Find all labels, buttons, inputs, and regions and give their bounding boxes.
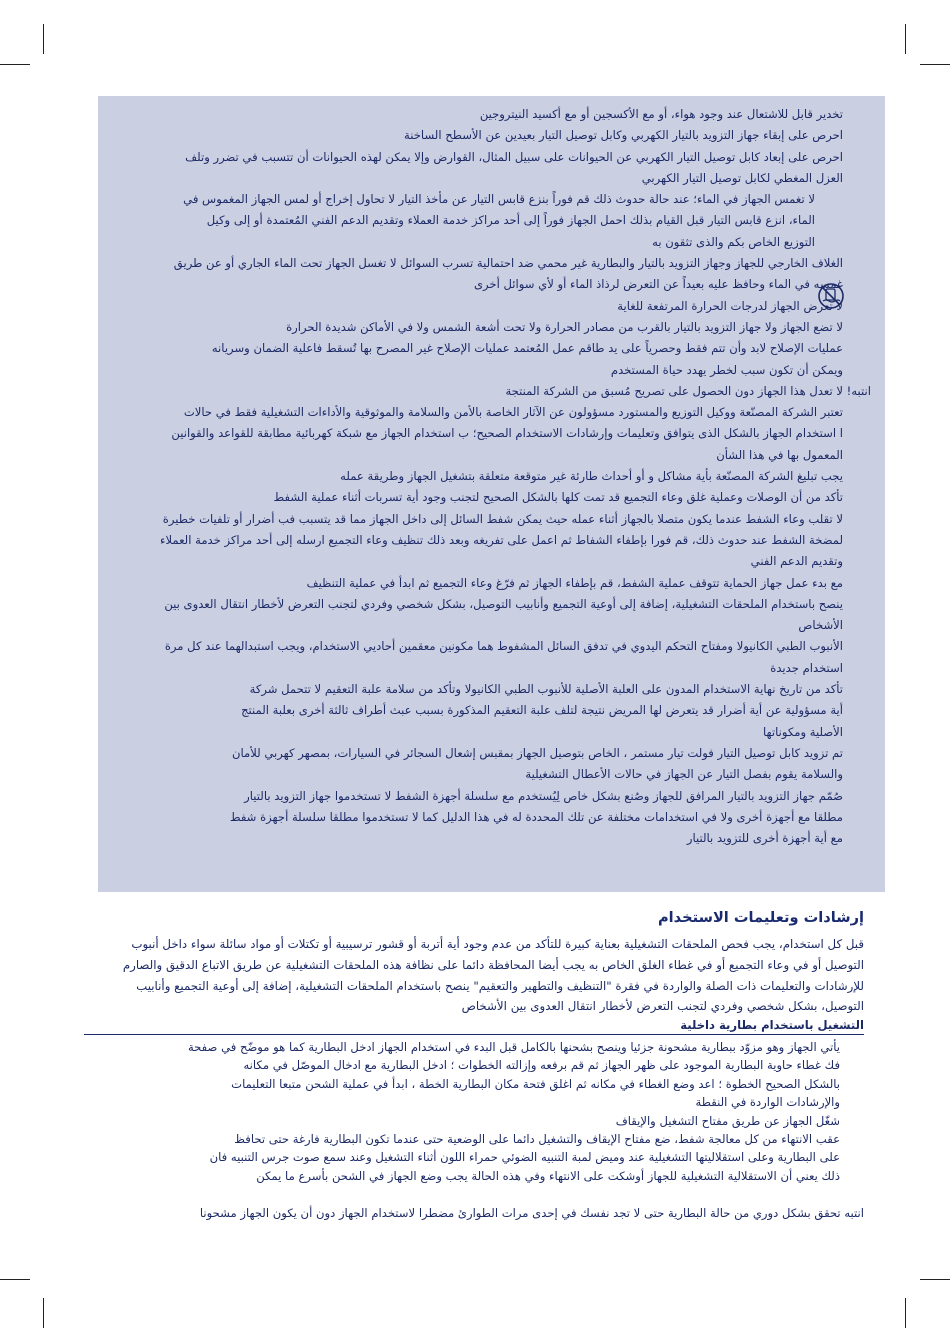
step-line: والإرشادات الواردة في النقطة [695, 1095, 840, 1110]
warning-line: مطلقا مع أجهزة أخرى ولا في استخدامات مختلفة عن تلك المحددة له في هذا الدليل كما لا تستخدموا مطلقا سلسلة أجهزة شفط [229, 809, 843, 824]
warning-line: المعمول بها في هذا الشأن [716, 447, 843, 462]
section-paragraph [74, 934, 864, 1017]
warning-line: أية مسؤولية عن أية أضرار قد يتعرض لها المريض نتيجة لتلف علبة التعقيم المذكورة بسبب عبث أطراف ثالثة أخرى بعلبة المنتج [241, 703, 843, 718]
paragraph-line: التوصيل أو في وعاء التجميع أو في غطاء الغلق الخاص به يجب أيضا المحافظة دائما على نظافة هذه الملحقات التشغيلية عن طريق الاتباع الدقيق والصارم [122, 957, 864, 972]
warnings-box [98, 96, 885, 892]
paragraph-line: للإرشادات والتعليمات ذات الصلة والواردة في فقرة "التنظيف والتطهير والتعقيم" ينصح باستخدام الملحقات التشغيلية، إضافة إلى أوعية التجميع وأنابيب [136, 978, 864, 993]
crop-mark [0, 64, 30, 65]
warning-line: لا تقلب وعاء الشفط عندما يكون متصلا بالجهاز أثناء عمله حيث يمكن شفط السائل إلى داخل الجهاز مما قد يتسبب فب أضرار أو تلفيات خطيرة [162, 511, 843, 526]
warning-line: لمضخة الشفط عند حدوث ذلك، قم فورا بإطفاء الشفاط ثم اعمل على تفريغه وبعد ذلك تنظيف وعاء التجميع ارسله إلى أحد مراكز خدمة العملاء [160, 532, 843, 547]
warning-line: ويمكن أن تكون سبب لخطر يهدد حياة المستخدم [610, 362, 843, 377]
step-line: ذلك يعني أن الاستقلالية التشغيلية للجهاز أوشكت على الانتهاء وفي هذه الحالة يجب وضع الجهاز في الشحن بأسرع ما يمكن [256, 1168, 840, 1183]
section-subtitle: التشغيل باستخدام بطارية داخلية [84, 1018, 864, 1035]
warning-line: تم تزويد كابل توصيل التيار فولت تيار مستمر ، الخاص بتوصيل الجهاز بمقبس إشعال السجائر في السيارات، بمصهر كهربي للأمان [232, 745, 843, 760]
crop-mark [43, 24, 44, 54]
paragraph-line: التوصيل، بشكل شخصي وفردي لتجنب التعرض لأخطار انتقال العدوى بين الأشخاص [461, 999, 864, 1014]
paragraph-line: قبل كل استخدام، يجب فحص الملحقات التشغيلية بعناية كبيرة للتأكد من عدم وجود أية أتربة أو قشور ترسيبية أو تكتلات أو مواد سائلة سواء داخل أنبوب [131, 937, 864, 951]
step-line: بالشكل الصحيح الخطوة ؛ اعد وضع الغطاء في مكانه ثم اغلق فتحة مكان البطارية الخطة ، ابدأ في عملية الشحن متبعا التعليمات [231, 1076, 840, 1091]
warning-line: والسلامة يقوم بفصل التيار عن الجهاز في حالات الأعطال التشغيلية [525, 767, 843, 782]
section-title: إرشادات وتعليمات الاستخدام [657, 909, 864, 926]
warning-line: تخدير قابل للاشتعال عند وجود هواء، أو مع الأكسجين أو مع أكسيد النيتروجين [479, 107, 843, 121]
warning-line: تأكد من أن الوصلات وعملية غلق وعاء التجميع قد تمت كلها بالشكل الصحيح لتجنب وجود أية تسربات أثناء عملية الشفط [273, 490, 843, 505]
warning-line: لا تعرض الجهاز لدرجات الحرارة المرتفعة للغاية [617, 298, 843, 313]
warning-line: غمسه في الماء وحافظ عليه بعيداً عن التعرض لرذاذ الماء أو لأي سوائل أخرى [473, 277, 843, 292]
step-line: يأتي الجهاز وهو مزوّد ببطارية مشحونة جزئيا وينصح بشحنها بالكامل قبل البدء في استخدام الجهاز ادخل البطارية كما هو موضّح في صفحة [187, 1040, 840, 1054]
warning-line: ا استخدام الجهاز بالشكل الذى يتوافق وتعليمات وإرشادات الاستخدام الصحيح؛ ب استخدام الجهاز مع شبكة كهربائية مطابقة للقواعد والقوانين [171, 426, 843, 441]
warning-line: لا تضع الجهاز ولا جهاز التزويد بالتيار بالقرب من مصادر الحرارة ولا تحت أشعة الشمس ولا في الأماكن شديدة الحرارة [286, 319, 843, 334]
warning-line: تعتبر الشركة المصنّعة ووكيل التوزيع والمستورد مسؤولون عن الآثار الخاصة بالأمن والسلامة والموثوقية والأداءات التشغيلية فقط في حالات [183, 405, 843, 420]
warnings-list [112, 104, 871, 849]
warning-line: لا تغمس الجهاز في الماء؛ عند حالة حدوث ذلك قم فوراً بنزع قابس التيار عن مأخذ التيار لا تحاول إخراج أو لمس الجهاز المغموس في [183, 192, 815, 207]
crop-mark [0, 1279, 30, 1280]
warning-line: العزل المغطي لكابل توصيل التيار الكهربي [641, 170, 843, 185]
warning-line: يجب تبليغ الشركة المصنّعة بأية مشاكل و أو أحداث طارئة غير متوقعة متعلقة بتشغيل الجهاز وطريقة عمله [340, 469, 843, 484]
warning-line: احرص على إبقاء جهاز التزويد بالتيار الكهربي وكابل توصيل التيار بعيدين عن الأسطح الساخنة [404, 128, 843, 143]
warning-line: ينصح باستخدام الملحقات التشغيلية، إضافة إلى أوعية التجميع وأنابيب التوصيل، بشكل شخصي وفردي لتجنب التعرض لأخطار انتقال العدوى بين [164, 596, 843, 611]
warning-line: الماء، انزع قابس التيار قبل القيام بذلك احمل الجهاز فوراً إلى أحد مراكز خدمة العملاء وتقديم الدعم الفني المُعتمدة أو إلى وكيل [206, 213, 815, 228]
warning-line: تأكد من تاريخ نهاية الاستخدام المدون على العلبة الأصلية للأنبوب الطبي الكانيولا وتأكد من سلامة علبة التعقيم لا تتحمل شركة [249, 682, 843, 697]
warning-line: مع بدء عمل جهاز الحماية تتوقف عملية الشفط، قم بإطفاء الجهاز ثم فرّغ وعاء التجميع ثم ابدأ في عملية التنظيف [306, 575, 843, 590]
no-immersion-icon [817, 282, 845, 310]
crop-mark [905, 1298, 906, 1328]
step-line: فك غطاء حاوية البطارية الموجود على ظهر الجهاز ثم قم برفعه وإزالته الخطوات ؛ ادخل البطارية مع ادخال الموصّل في مكانه [243, 1058, 840, 1073]
warning-line: الأصلية ومكوناتها [763, 724, 843, 739]
warning-line: وتقديم الدعم الفني [750, 554, 843, 569]
battery-note: انتبه تحقق بشكل دوري من حالة البطارية حتى لا تجد نفسك في إحدى مرات الطوارئ مضطرا لاستخدام الجهاز دون أن يكون الجهاز مشحونا [199, 1206, 864, 1220]
warning-line: عمليات الإصلاح لابد وأن تتم فقط وحصرياً على يد طاقم عمل المُعتمد عمليات الإصلاح غير المصرح بها تُسقط فاعلية الضمان وسريانه [211, 341, 843, 356]
warning-line: انتبه! لا تعدل هذا الجهاز دون الحصول على تصريح مُسبق من الشركة المنتجة [505, 383, 871, 398]
warning-line: استخدام جديدة [770, 660, 843, 675]
crop-mark [920, 1279, 950, 1280]
crop-mark [920, 64, 950, 65]
warning-line: التوزيع الخاص بكم والذى تثقون به [652, 234, 815, 249]
crop-mark [43, 1298, 44, 1328]
warning-line: مع أية أجهزة أخرى للتزويد بالتيار [686, 831, 843, 846]
warning-line: الغلاف الخارجي للجهاز وجهاز التزويد بالتيار والبطارية غير محمي ضد احتمالية تسرب السوائل لا تغسل الجهاز تحت الماء الجاري أو عن طريق [173, 256, 843, 271]
step-line: عقب الانتهاء من كل معالجة شفط، ضع مفتاح الإيقاف والتشغيل دائما على الوضعية حتى عندما تكون البطارية فارغة حتى تحافظ [234, 1132, 840, 1147]
step-line: على البطارية وعلى استقلاليتها التشغيلية عند وميض لمبة التنبيه الضوئي حمراء اللون أثناء التشغيل وعند سمع صوت جرس التنبيه فان [209, 1150, 840, 1165]
warning-line: صُمّم جهاز التزويد بالتيار المرافق للجهاز وصُنع بشكل خاص لِيُستخدم مع سلسلة أجهزة الشفط لا تستخدموا جهاز التزويد بالتيار [244, 788, 843, 803]
warning-line: احرص على إبعاد كابل توصيل التيار الكهربي عن الحيوانات على سبيل المثال، القوارض وإلا يمكن لهذه الحيوانات أن تتسبب في تضرر وتلف [185, 149, 843, 164]
battery-steps [100, 1038, 840, 1185]
step-line: شغّل الجهاز عن طريق مفتاح التشغيل والإيقاف [615, 1113, 840, 1128]
warning-line: الأنبوب الطبي الكانيولا ومفتاح التحكم اليدوي في تدفق السائل المشفوط هما مكونين معقمين أحاديي الاستخدام، ويجب استبدالهما عند كل مرة [164, 639, 843, 654]
crop-mark [905, 24, 906, 54]
warning-line: الأشخاص [798, 618, 843, 633]
